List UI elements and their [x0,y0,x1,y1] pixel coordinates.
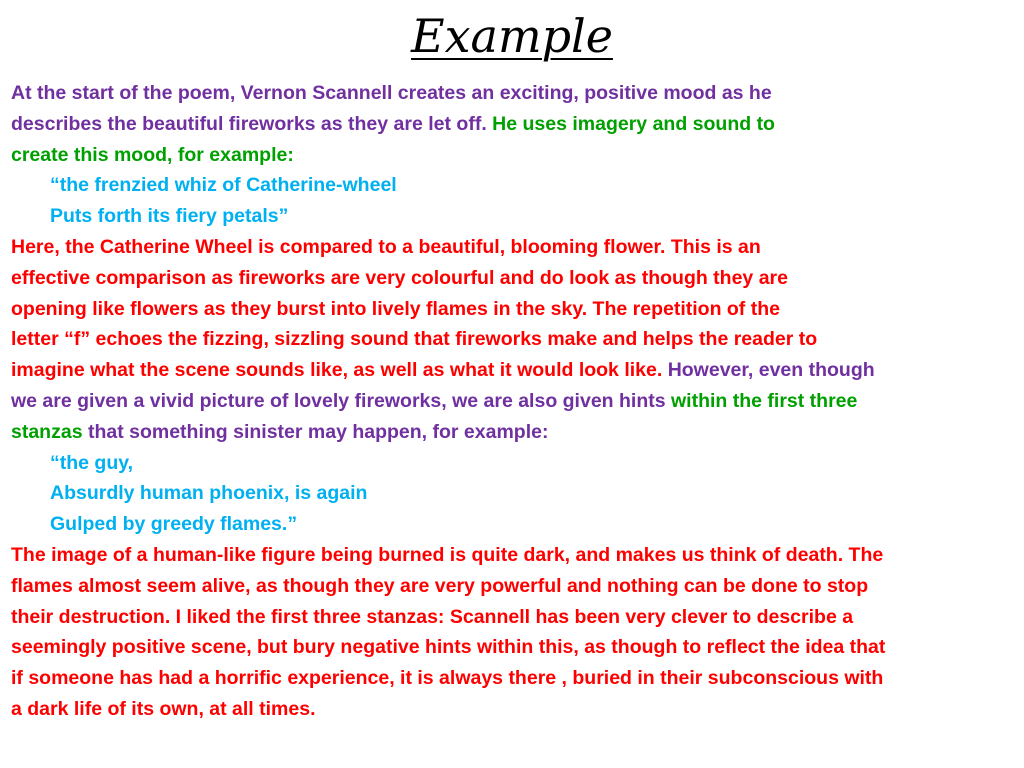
text-line [11,263,1017,294]
text-line [11,232,1017,263]
text-line [11,571,1017,602]
text-segment: The image of a human-like figure being burned is quite dark, and makes us think of death. The [11,543,884,566]
slide-title: Example [411,9,613,63]
text-line [11,540,1017,571]
text-segment: seemingly positive scene, but bury negative hints within this, as though to reflect the idea that [11,636,886,659]
text-line [11,294,1017,325]
text-line [11,386,1017,417]
text-segment: opening like flowers as they burst into lively flames in the sky. The repetition of the [11,297,780,320]
text-segment: Puts forth its fiery petals” [50,205,289,228]
text-segment: imagine what the scene sounds like, as well as what it would look like. [11,359,668,382]
text-segment: a dark life of its own, at all times. [11,697,316,720]
text-segment: However, even though [667,359,875,382]
text-line [11,663,1017,694]
text-line [11,78,1017,109]
text-segment: Here, the Catherine Wheel is compared to a beautiful, blooming flower. This is an [11,235,761,258]
text-segment: flames almost seem alive, as though they are very powerful and nothing can be done to stop [11,574,869,597]
text-segment: describes the beautiful fireworks as they are let off. [11,112,493,135]
text-segment: within the first three [671,389,858,412]
text-segment: their destruction. I liked the first three stanzas: Scannell has been very clever to describe a [11,605,854,628]
text-line [11,170,1017,201]
text-segment: Absurdly human phoenix, is again [50,482,368,505]
slide-body [11,78,1017,725]
text-segment: letter “f” echoes the fizzing, sizzling sound that fireworks make and helps the reader to [11,328,818,351]
text-segment: stanzas [11,420,88,443]
text-line [11,602,1017,633]
text-segment: At the start of the poem, Vernon Scannell creates an exciting, positive mood as he [11,82,772,104]
text-segment: create this mood, for example: [11,143,294,166]
text-segment: He uses imagery and sound to [492,112,775,135]
text-segment: if someone has had a horrific experience, it is always there , buried in their subconscious with [11,667,884,690]
text-segment: effective comparison as fireworks are very colourful and do look as though they are [11,266,788,289]
text-line [11,140,1017,171]
text-line [11,632,1017,663]
text-line [11,478,1017,509]
text-segment: we are given a vivid picture of lovely fireworks, we are also given hints [11,389,671,412]
text-line [11,355,1017,386]
text-line [11,509,1017,540]
text-segment: “the guy, [50,451,134,474]
text-line [11,448,1017,479]
text-line [11,324,1017,355]
text-line [11,201,1017,232]
text-segment: that something sinister may happen, for example: [87,420,549,443]
text-line [11,417,1017,448]
text-segment: Gulped by greedy flames.” [50,513,298,536]
text-line [11,694,1017,725]
text-line [11,109,1017,140]
text-segment: “the frenzied whiz of Catherine-wheel [50,174,397,197]
